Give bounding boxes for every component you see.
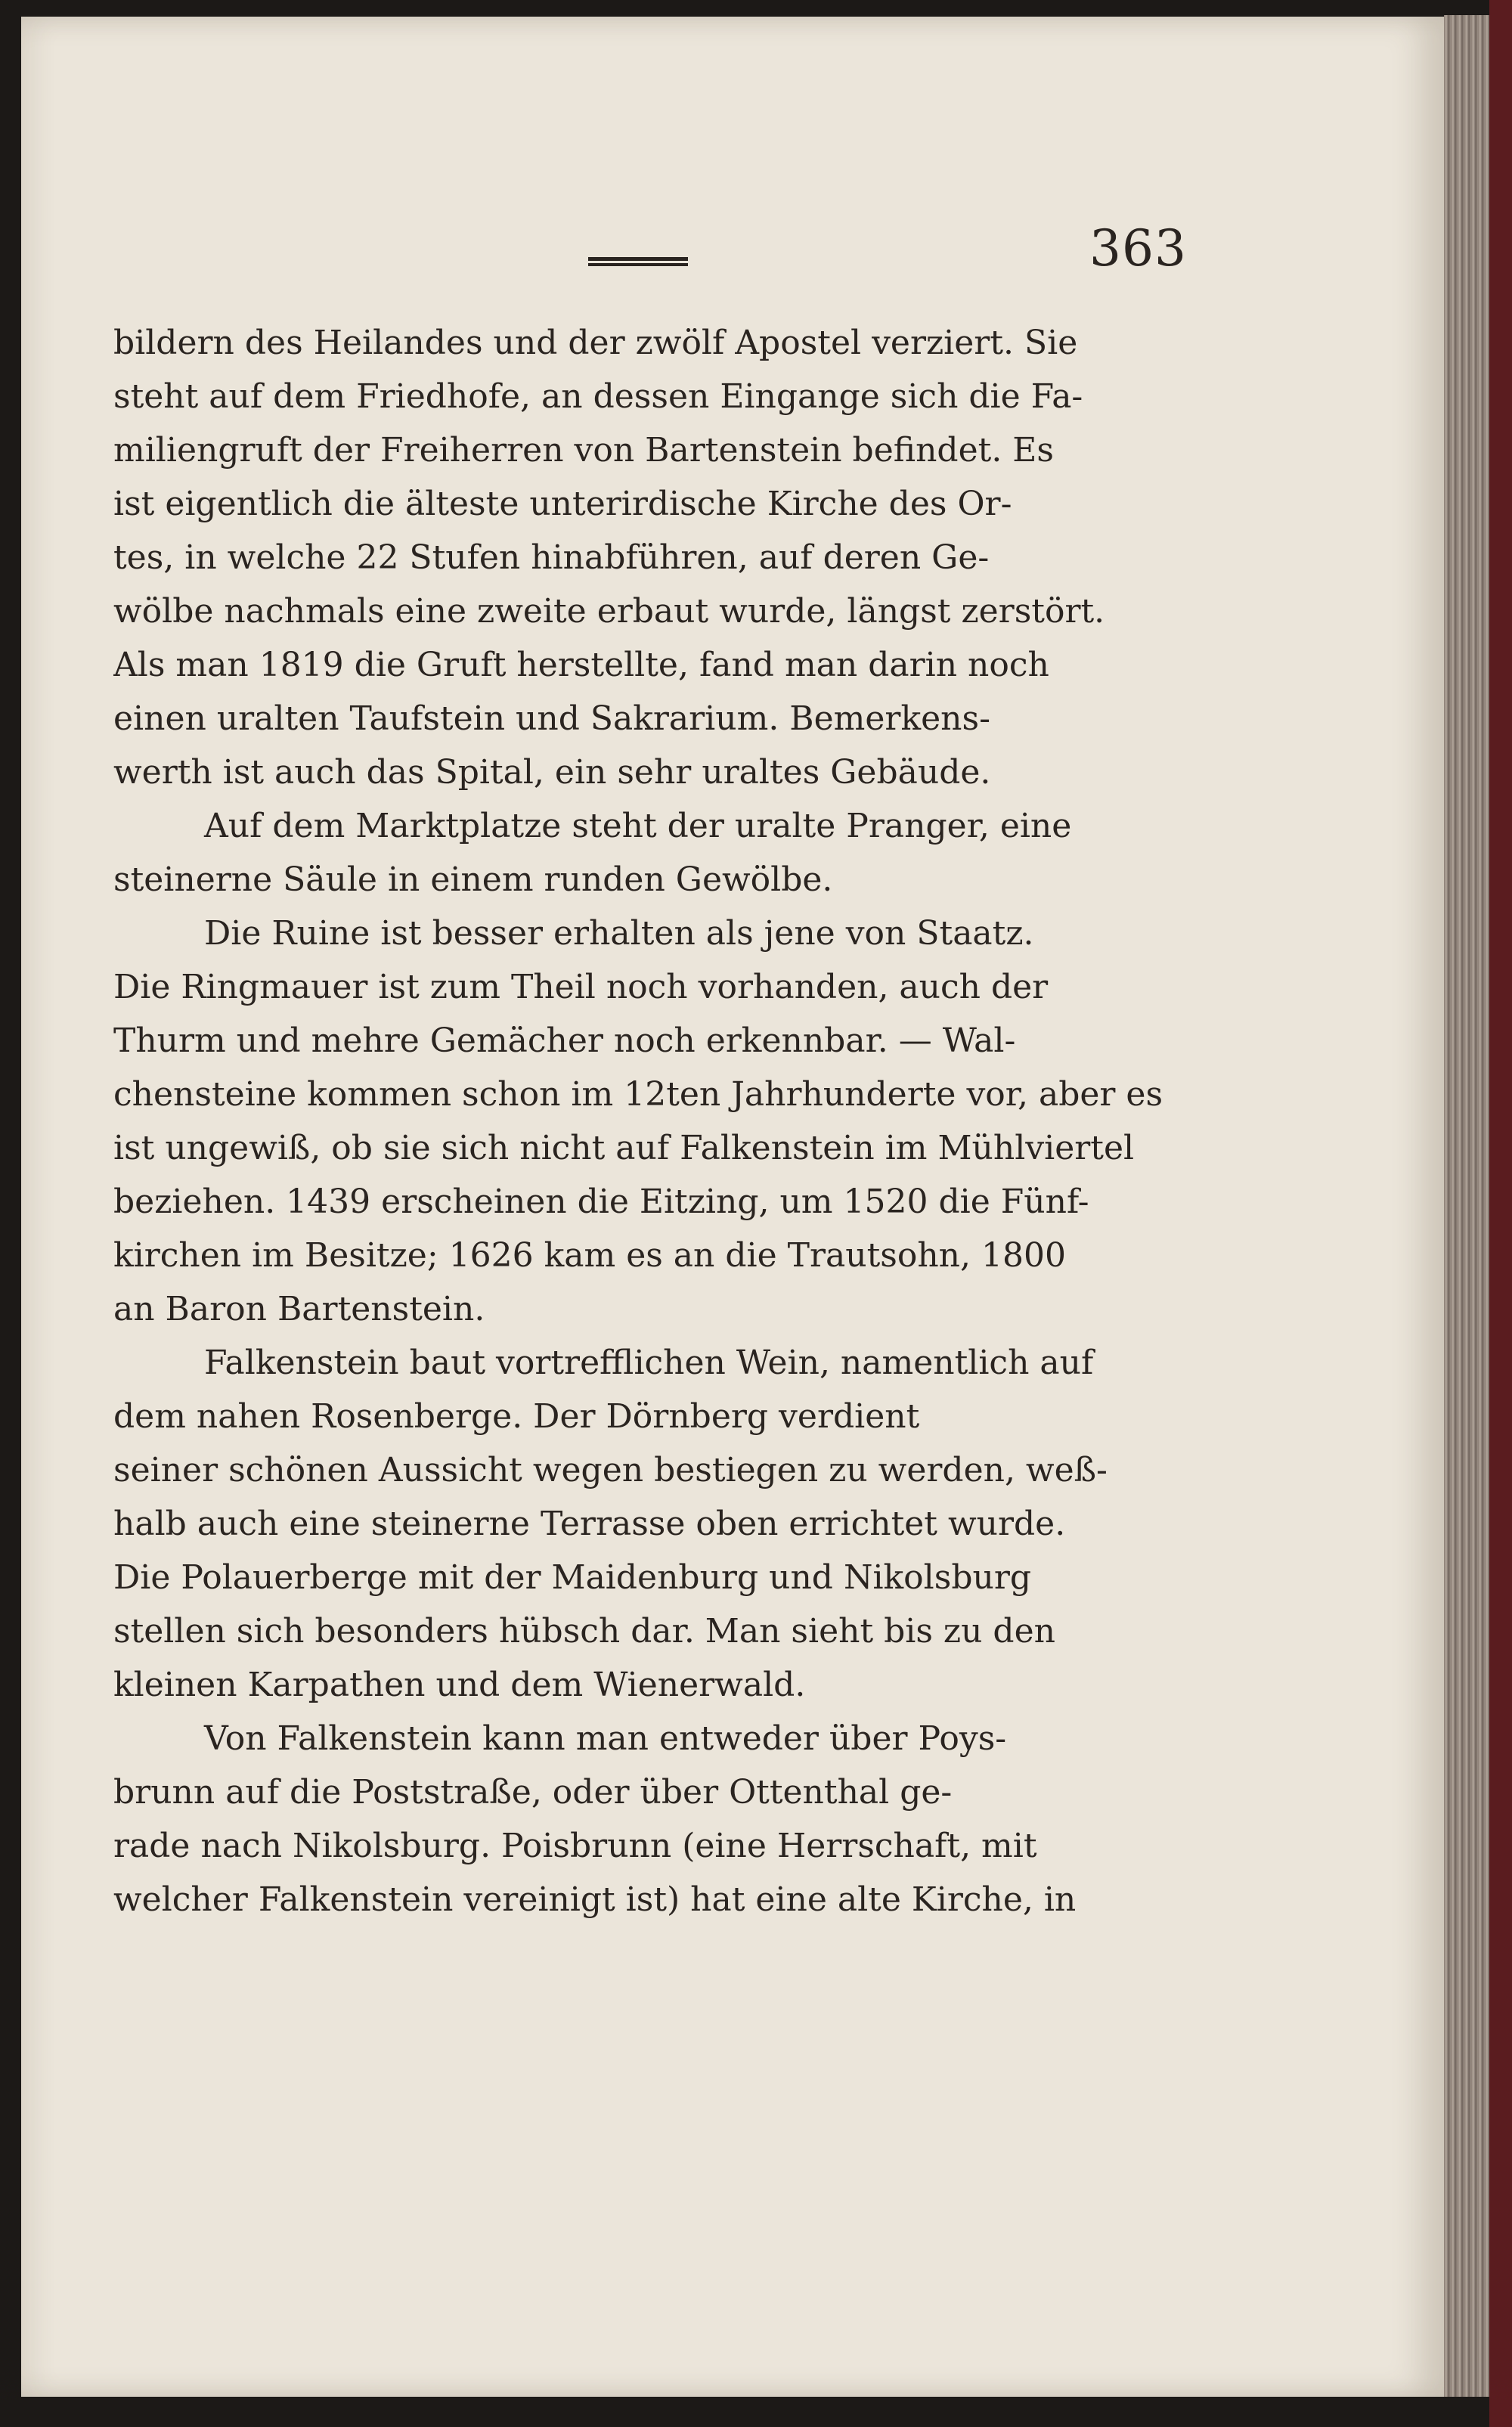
text-line: beziehen. 1439 erscheinen die Eitzing, um 1520 die Fünf-	[113, 1183, 1089, 1221]
text-line: chensteine kommen schon im 12ten Jahrhunderte vor, aber es	[113, 1075, 1163, 1114]
text-line: Auf dem Marktplatze steht der uralte Pranger, eine	[204, 807, 1072, 845]
text-line: Die Ringmauer ist zum Theil noch vorhanden, auch der	[113, 968, 1049, 1006]
text-line: halb auch eine steinerne Terrasse oben errichtet wurde.	[113, 1505, 1066, 1543]
text-line: rade nach Nikolsburg. Poisbrunn (eine Herrschaft, mit	[113, 1827, 1037, 1865]
book-cover-edge	[1489, 0, 1512, 2427]
text-line: brunn auf die Poststraße, oder über Ottenthal ge-	[113, 1773, 953, 1812]
text-line: ist eigentlich die älteste unterirdische Kirche des Or-	[113, 485, 1012, 523]
text-line: welcher Falkenstein vereinigt ist) hat eine alte Kirche, in	[113, 1880, 1077, 1919]
text-line: Die Ruine ist besser erhalten als jene von Staatz.	[204, 914, 1034, 953]
text-line: stellen sich besonders hübsch dar. Man sieht bis zu den	[113, 1612, 1055, 1651]
text-line: wölbe nachmals eine zweite erbaut wurde, längst zerstört.	[113, 592, 1105, 631]
text-line: bildern des Heilandes und der zwölf Apostel verziert. Sie	[113, 324, 1078, 362]
text-line: kleinen Karpathen und dem Wienerwald.	[113, 1666, 806, 1704]
text-line: werth ist auch das Spital, ein sehr uraltes Gebäude.	[113, 753, 991, 792]
paragraph	[113, 316, 1187, 799]
text-line: kirchen im Besitze; 1626 kam es an die Trautsohn, 1800	[113, 1236, 1066, 1275]
text-line: Die Polauerberge mit der Maidenburg und Nikolsburg	[113, 1558, 1032, 1597]
text-line: miliengruft der Freiherren von Bartenstein befindet. Es	[113, 431, 1054, 470]
text-line: steht auf dem Friedhofe, an dessen Eingange sich die Fa-	[113, 377, 1083, 416]
text-line: Als man 1819 die Gruft herstellte, fand man darin noch	[113, 646, 1049, 684]
text-line: Falkenstein baut vortrefflichen Wein, namentlich auf	[204, 1344, 1094, 1382]
page-stack-edge	[1444, 15, 1489, 2397]
page-header	[113, 219, 1187, 287]
paragraph	[113, 907, 1187, 1336]
page-number: 363	[1089, 219, 1187, 277]
text-line: dem nahen Rosenberge. Der Dörnberg verdient	[113, 1397, 920, 1436]
text-line: an Baron Bartenstein.	[113, 1290, 485, 1328]
text-line: seiner schönen Aussicht wegen bestiegen zu werden, weß-	[113, 1451, 1108, 1489]
text-line: Von Falkenstein kann man entweder über Poys-	[204, 1719, 1007, 1758]
header-rule	[588, 257, 688, 268]
body-text	[113, 316, 1187, 1926]
text-line: Thurm und mehre Gemächer noch erkennbar. — Wal-	[113, 1021, 1016, 1060]
paragraph	[113, 799, 1187, 907]
text-line: steinerne Säule in einem runden Gewölbe.	[113, 860, 833, 899]
paragraph	[113, 1336, 1187, 1712]
text-line: einen uralten Taufstein und Sakrarium. Bemerkens-	[113, 699, 990, 738]
text-line: ist ungewiß, ob sie sich nicht auf Falkenstein im Mühlviertel	[113, 1129, 1135, 1167]
paragraph	[113, 1712, 1187, 1926]
text-line: tes, in welche 22 Stufen hinabführen, auf deren Ge-	[113, 538, 990, 577]
